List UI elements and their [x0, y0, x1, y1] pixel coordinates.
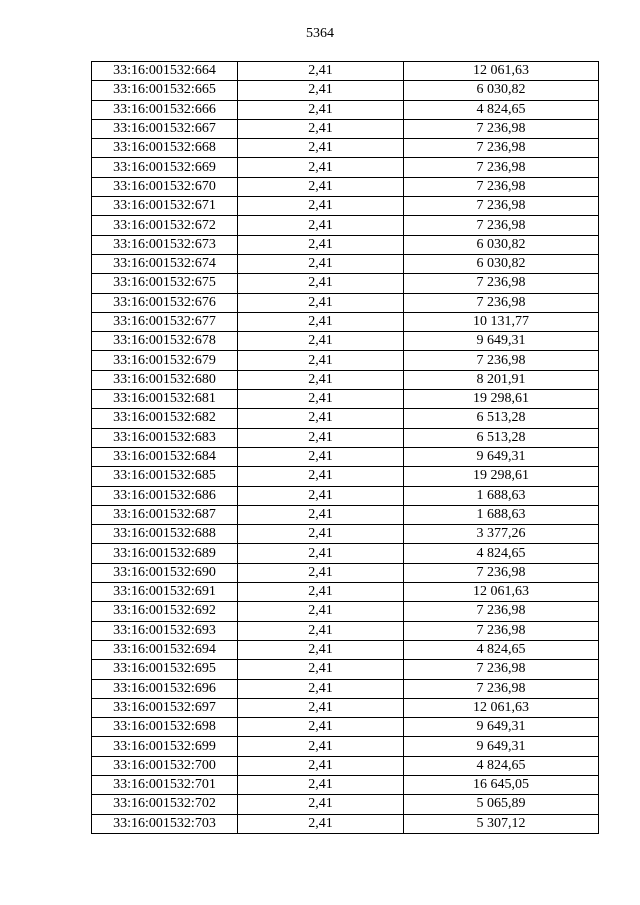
amount-cell: 4 824,65: [404, 100, 599, 119]
cadastral-number-cell: 33:16:001532:684: [92, 447, 238, 466]
rate-cell: 2,41: [238, 428, 404, 447]
amount-cell: 19 298,61: [404, 390, 599, 409]
amount-cell: 6 030,82: [404, 81, 599, 100]
rate-cell: 2,41: [238, 139, 404, 158]
amount-cell: 9 649,31: [404, 447, 599, 466]
cadastral-number-cell: 33:16:001532:686: [92, 486, 238, 505]
cadastral-number-cell: 33:16:001532:668: [92, 139, 238, 158]
cadastral-number-cell: 33:16:001532:665: [92, 81, 238, 100]
rate-cell: 2,41: [238, 177, 404, 196]
rate-cell: 2,41: [238, 621, 404, 640]
table-row: [92, 62, 599, 81]
table-row: [92, 312, 599, 331]
rate-cell: 2,41: [238, 775, 404, 794]
table-row: [92, 602, 599, 621]
table-row: [92, 795, 599, 814]
table-row: [92, 467, 599, 486]
rate-cell: 2,41: [238, 698, 404, 717]
rate-cell: 2,41: [238, 100, 404, 119]
table-row: [92, 139, 599, 158]
amount-cell: 7 236,98: [404, 351, 599, 370]
amount-cell: 19 298,61: [404, 467, 599, 486]
cadastral-number-cell: 33:16:001532:674: [92, 254, 238, 273]
amount-cell: 7 236,98: [404, 621, 599, 640]
table-row: [92, 660, 599, 679]
rate-cell: 2,41: [238, 486, 404, 505]
cadastral-number-cell: 33:16:001532:685: [92, 467, 238, 486]
rate-cell: 2,41: [238, 737, 404, 756]
amount-cell: 7 236,98: [404, 660, 599, 679]
rate-cell: 2,41: [238, 216, 404, 235]
rate-cell: 2,41: [238, 640, 404, 659]
rate-cell: 2,41: [238, 390, 404, 409]
amount-cell: 6 513,28: [404, 409, 599, 428]
table-row: [92, 390, 599, 409]
table-row: [92, 505, 599, 524]
table-row: [92, 698, 599, 717]
cadastral-number-cell: 33:16:001532:690: [92, 563, 238, 582]
amount-cell: 9 649,31: [404, 737, 599, 756]
rate-cell: 2,41: [238, 235, 404, 254]
cadastral-number-cell: 33:16:001532:672: [92, 216, 238, 235]
amount-cell: 5 307,12: [404, 814, 599, 833]
cadastral-number-cell: 33:16:001532:664: [92, 62, 238, 81]
amount-cell: 7 236,98: [404, 679, 599, 698]
amount-cell: 12 061,63: [404, 583, 599, 602]
cadastral-number-cell: 33:16:001532:667: [92, 119, 238, 138]
amount-cell: 5 065,89: [404, 795, 599, 814]
rate-cell: 2,41: [238, 197, 404, 216]
data-table: [91, 61, 599, 834]
table-row: [92, 775, 599, 794]
table-row: [92, 274, 599, 293]
table-row: [92, 332, 599, 351]
cadastral-number-cell: 33:16:001532:677: [92, 312, 238, 331]
cadastral-number-cell: 33:16:001532:679: [92, 351, 238, 370]
table-row: [92, 718, 599, 737]
amount-cell: 10 131,77: [404, 312, 599, 331]
rate-cell: 2,41: [238, 158, 404, 177]
rate-cell: 2,41: [238, 332, 404, 351]
cadastral-number-cell: 33:16:001532:692: [92, 602, 238, 621]
rate-cell: 2,41: [238, 62, 404, 81]
cadastral-number-cell: 33:16:001532:688: [92, 525, 238, 544]
amount-cell: 6 030,82: [404, 254, 599, 273]
rate-cell: 2,41: [238, 351, 404, 370]
cadastral-number-cell: 33:16:001532:670: [92, 177, 238, 196]
rate-cell: 2,41: [238, 254, 404, 273]
table-row: [92, 235, 599, 254]
rate-cell: 2,41: [238, 583, 404, 602]
cadastral-number-cell: 33:16:001532:689: [92, 544, 238, 563]
amount-cell: 12 061,63: [404, 698, 599, 717]
cadastral-number-cell: 33:16:001532:697: [92, 698, 238, 717]
table-row: [92, 621, 599, 640]
cadastral-number-cell: 33:16:001532:696: [92, 679, 238, 698]
table-row: [92, 370, 599, 389]
cadastral-number-cell: 33:16:001532:691: [92, 583, 238, 602]
rate-cell: 2,41: [238, 370, 404, 389]
cadastral-number-cell: 33:16:001532:694: [92, 640, 238, 659]
rate-cell: 2,41: [238, 525, 404, 544]
table-row: [92, 351, 599, 370]
cadastral-number-cell: 33:16:001532:701: [92, 775, 238, 794]
amount-cell: 8 201,91: [404, 370, 599, 389]
table-row: [92, 756, 599, 775]
table-row: [92, 428, 599, 447]
cadastral-number-cell: 33:16:001532:699: [92, 737, 238, 756]
rate-cell: 2,41: [238, 679, 404, 698]
cadastral-number-cell: 33:16:001532:675: [92, 274, 238, 293]
amount-cell: 7 236,98: [404, 274, 599, 293]
cadastral-number-cell: 33:16:001532:678: [92, 332, 238, 351]
cadastral-number-cell: 33:16:001532:695: [92, 660, 238, 679]
amount-cell: 7 236,98: [404, 293, 599, 312]
table-row: [92, 737, 599, 756]
rate-cell: 2,41: [238, 718, 404, 737]
cadastral-number-cell: 33:16:001532:703: [92, 814, 238, 833]
table-row: [92, 100, 599, 119]
table-row: [92, 486, 599, 505]
table-row: [92, 216, 599, 235]
amount-cell: 1 688,63: [404, 505, 599, 524]
table-row: [92, 158, 599, 177]
rate-cell: 2,41: [238, 293, 404, 312]
cadastral-number-cell: 33:16:001532:666: [92, 100, 238, 119]
table-row: [92, 544, 599, 563]
amount-cell: 6 030,82: [404, 235, 599, 254]
table-row: [92, 177, 599, 196]
rate-cell: 2,41: [238, 81, 404, 100]
amount-cell: 7 236,98: [404, 177, 599, 196]
table-row: [92, 563, 599, 582]
amount-cell: 3 377,26: [404, 525, 599, 544]
table-row: [92, 197, 599, 216]
table-row: [92, 119, 599, 138]
page-number: 5364: [306, 26, 334, 41]
cadastral-number-cell: 33:16:001532:680: [92, 370, 238, 389]
amount-cell: 12 061,63: [404, 62, 599, 81]
amount-cell: 6 513,28: [404, 428, 599, 447]
cadastral-number-cell: 33:16:001532:702: [92, 795, 238, 814]
rate-cell: 2,41: [238, 409, 404, 428]
amount-cell: 9 649,31: [404, 332, 599, 351]
table-row: [92, 525, 599, 544]
rate-cell: 2,41: [238, 467, 404, 486]
table-row: [92, 81, 599, 100]
table-row: [92, 814, 599, 833]
cadastral-number-cell: 33:16:001532:700: [92, 756, 238, 775]
rate-cell: 2,41: [238, 756, 404, 775]
table-body: [92, 62, 599, 834]
amount-cell: 7 236,98: [404, 158, 599, 177]
cadastral-number-cell: 33:16:001532:673: [92, 235, 238, 254]
amount-cell: 1 688,63: [404, 486, 599, 505]
rate-cell: 2,41: [238, 505, 404, 524]
rate-cell: 2,41: [238, 312, 404, 331]
table-row: [92, 293, 599, 312]
cadastral-number-cell: 33:16:001532:682: [92, 409, 238, 428]
table-row: [92, 447, 599, 466]
cadastral-number-cell: 33:16:001532:669: [92, 158, 238, 177]
table-row: [92, 409, 599, 428]
table-row: [92, 640, 599, 659]
amount-cell: 7 236,98: [404, 139, 599, 158]
table-row: [92, 254, 599, 273]
rate-cell: 2,41: [238, 544, 404, 563]
cadastral-number-cell: 33:16:001532:671: [92, 197, 238, 216]
amount-cell: 4 824,65: [404, 756, 599, 775]
rate-cell: 2,41: [238, 814, 404, 833]
cadastral-number-cell: 33:16:001532:687: [92, 505, 238, 524]
table-row: [92, 583, 599, 602]
amount-cell: 7 236,98: [404, 216, 599, 235]
amount-cell: 7 236,98: [404, 563, 599, 582]
rate-cell: 2,41: [238, 447, 404, 466]
amount-cell: 7 236,98: [404, 602, 599, 621]
amount-cell: 16 645,05: [404, 775, 599, 794]
rate-cell: 2,41: [238, 795, 404, 814]
rate-cell: 2,41: [238, 274, 404, 293]
amount-cell: 4 824,65: [404, 544, 599, 563]
cadastral-number-cell: 33:16:001532:698: [92, 718, 238, 737]
rate-cell: 2,41: [238, 660, 404, 679]
rate-cell: 2,41: [238, 119, 404, 138]
table-row: [92, 679, 599, 698]
amount-cell: 7 236,98: [404, 119, 599, 138]
cadastral-number-cell: 33:16:001532:681: [92, 390, 238, 409]
amount-cell: 7 236,98: [404, 197, 599, 216]
rate-cell: 2,41: [238, 563, 404, 582]
cadastral-number-cell: 33:16:001532:693: [92, 621, 238, 640]
cadastral-number-cell: 33:16:001532:676: [92, 293, 238, 312]
amount-cell: 9 649,31: [404, 718, 599, 737]
rate-cell: 2,41: [238, 602, 404, 621]
amount-cell: 4 824,65: [404, 640, 599, 659]
cadastral-number-cell: 33:16:001532:683: [92, 428, 238, 447]
